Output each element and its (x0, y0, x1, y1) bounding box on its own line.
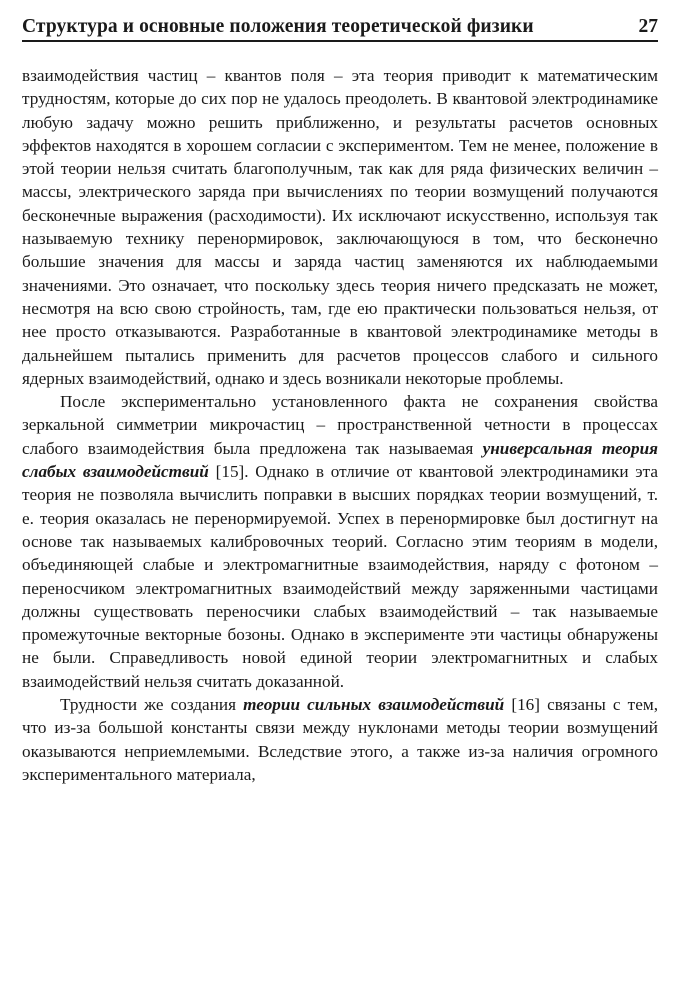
paragraph-2 (22, 390, 658, 693)
paragraph-2-text-before: После экспериментально установленного факта не сохранения свойства зеркальной симметрии микрочастиц – пространственной четности в процессах слабого взаимодействия была предложена так называемая (22, 392, 658, 458)
term-universal-weak-theory: универсальная теория слабых взаимодействий (22, 438, 658, 482)
book-page (22, 12, 658, 786)
page-number: 27 (638, 16, 658, 37)
running-header-title: Структура и основные положения теоретической физики (22, 16, 534, 37)
term-strong-interaction-theory: теории сильных взаимодействий (243, 695, 505, 715)
paragraph-1 (22, 64, 658, 390)
paragraph-2-text-after: [15]. Однако в отличие от квантовой электродинамики эта теория не позволяла вычислить поправки в высших порядках теории возмущений, т. е. теория оказалась не перенормируемой. Успех в перенормировке был достигнут на основе так называемых калибровочных теорий. Согласно этим теориям в модели, объединяющей слабые и электромагнитные взаимодействия, наряду с фотоном – переносчиком электромагнитных взаимодействий между заряженными частицами должны существовать переносчики слабых взаимодействий – так называемые промежуточные векторные бозоны. Однако в эксперименте эти частицы обнаружены не были. Справедливость новой единой теории электромагнитных и слабых взаимодействий нельзя считать доказанной. (22, 462, 659, 691)
paragraph-3-text-after: [16] связаны с тем, что из-за большой константы связи между нуклонами методы теории возмущений оказываются неприемлемыми. Вследствие этого, а также из-за наличия огромного экспериментального материала, (22, 695, 658, 784)
paragraph-3-text-before: Трудности же создания (60, 695, 236, 715)
paragraph-1-text: взаимодействия частиц – квантов поля – эта теория приводит к математическим трудностям, которые до сих пор не удалось преодолеть. В квантовой электродинамике любую задачу можно решить приближенно, и результаты расчетов основных эффектов находятся в хорошем согласии с экспериментом. Тем не менее, положение в этой теории нельзя считать благополучным, так как для ряда физических величин – массы, электрического заряда при вычислениях по теории возмущений получаются бесконечные выражения (расходимости). Их исключают искусственно, используя так называемую технику перенормировок, заключающуюся в том, что бесконечно большие значения для массы и заряда частиц заменяются их наблюдаемыми значениями. Это означает, что поскольку здесь теория ничего предсказать не может, несмотря на всю свою стройность, там, где ею практически пользоваться нельзя, от нее просто отказываются. Разработанные в квантовой электродинамике методы в дальнейшем пытались применить для расчетов процессов слабого и сильного ядерных взаимодействий, однако и здесь возникали некоторые проблемы. (22, 66, 658, 388)
paragraph-3 (22, 693, 658, 786)
body-text (22, 64, 658, 786)
running-header (22, 12, 658, 42)
